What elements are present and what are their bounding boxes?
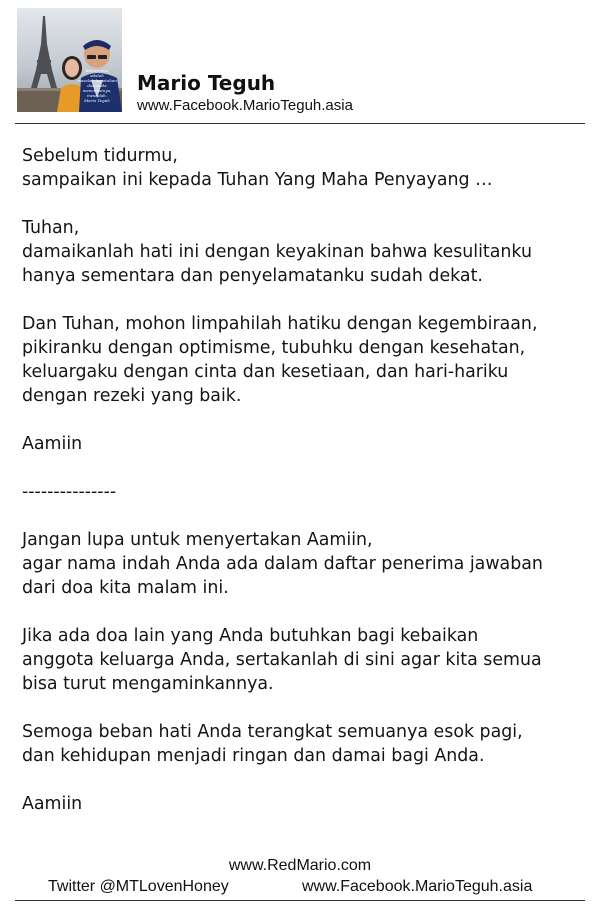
text-line: anggota keluarga Anda, sertakanlah di sini agar kita semua (22, 650, 542, 670)
text-line: Aamiin (22, 434, 83, 454)
footer-divider (15, 900, 585, 901)
photo-caption-line: dua Anda mencintainya, (82, 83, 112, 93)
text-line: Aamiin (22, 794, 83, 814)
header-divider (15, 123, 585, 124)
photo-caption (75, 68, 119, 103)
text-line: Jangan lupa untuk menyertakan Aamiin, (22, 530, 373, 550)
author-name: Mario Teguh (137, 71, 276, 95)
text-line: dan kehidupan menjadi ringan dan damai bagi Anda. (22, 746, 485, 766)
text-line: sampaikan ini kepada Tuhan Yang Maha Penyayang … (22, 170, 493, 190)
footer-twitter-handle[interactable]: Twitter @MTLovenHoney (48, 878, 229, 895)
text-line: dari doa kita malam ini. (22, 578, 229, 598)
text-line: hanya sementara dan penyelamatanku sudah dekat. (22, 266, 483, 286)
profile-photo (17, 8, 122, 112)
paragraph-intro (22, 144, 587, 192)
prayer-text (22, 144, 587, 840)
paragraph-invite (22, 624, 587, 696)
text-line: dengan rezeki yang baik. (22, 386, 242, 406)
paragraph-reminder (22, 528, 587, 600)
paragraph-amen-2 (22, 792, 587, 816)
text-line: --------------- (22, 482, 117, 502)
text-line: Dan Tuhan, mohon limpahilah hatiku dengan kegembiraan, (22, 314, 538, 334)
text-line: agar nama indah Anda ada dalam daftar penerima jawaban (22, 554, 543, 574)
text-line: bisa turut mengaminkannya. (22, 674, 274, 694)
paragraph-prayer-2 (22, 312, 587, 408)
text-line: keluargaku dengan cinta dan kesetiaan, dan hari-hariku (22, 362, 509, 382)
text-line: Tuhan, (22, 218, 80, 238)
text-line: damaikanlah hati ini dengan keyakinan bahwa kesulitanku (22, 242, 532, 262)
paragraph-wish (22, 720, 587, 768)
text-line: pikiranku dengan optimisme, tubuhku dengan kesehatan, (22, 338, 526, 358)
footer-website-link[interactable]: www.RedMario.com (228, 857, 372, 874)
photo-caption-line: adalah (90, 73, 104, 78)
photo-caption-line: Mario Teguh (84, 98, 110, 103)
footer-facebook-link[interactable]: www.Facebook.MarioTeguh.asia (302, 878, 533, 895)
text-line: Semoga beban hati Anda terangkat semuanya esok pagi, (22, 722, 523, 742)
photo-caption-line: mesralah. (86, 93, 108, 98)
text-line: Sebelum tidurmu, (22, 146, 178, 166)
paragraph-amen-1 (22, 432, 587, 456)
author-facebook-link[interactable]: www.Facebook.MarioTeguh.asia (137, 97, 353, 114)
paragraph-prayer-1 (22, 216, 587, 288)
text-line: Jika ada doa lain yang Anda butuhkan bagi kebaikan (22, 626, 479, 646)
photo-caption-line: masalah kepatuhan (77, 78, 117, 83)
header (0, 0, 600, 124)
photo-caption-line: Kemesraan (85, 68, 109, 73)
paragraph-separator (22, 480, 587, 504)
